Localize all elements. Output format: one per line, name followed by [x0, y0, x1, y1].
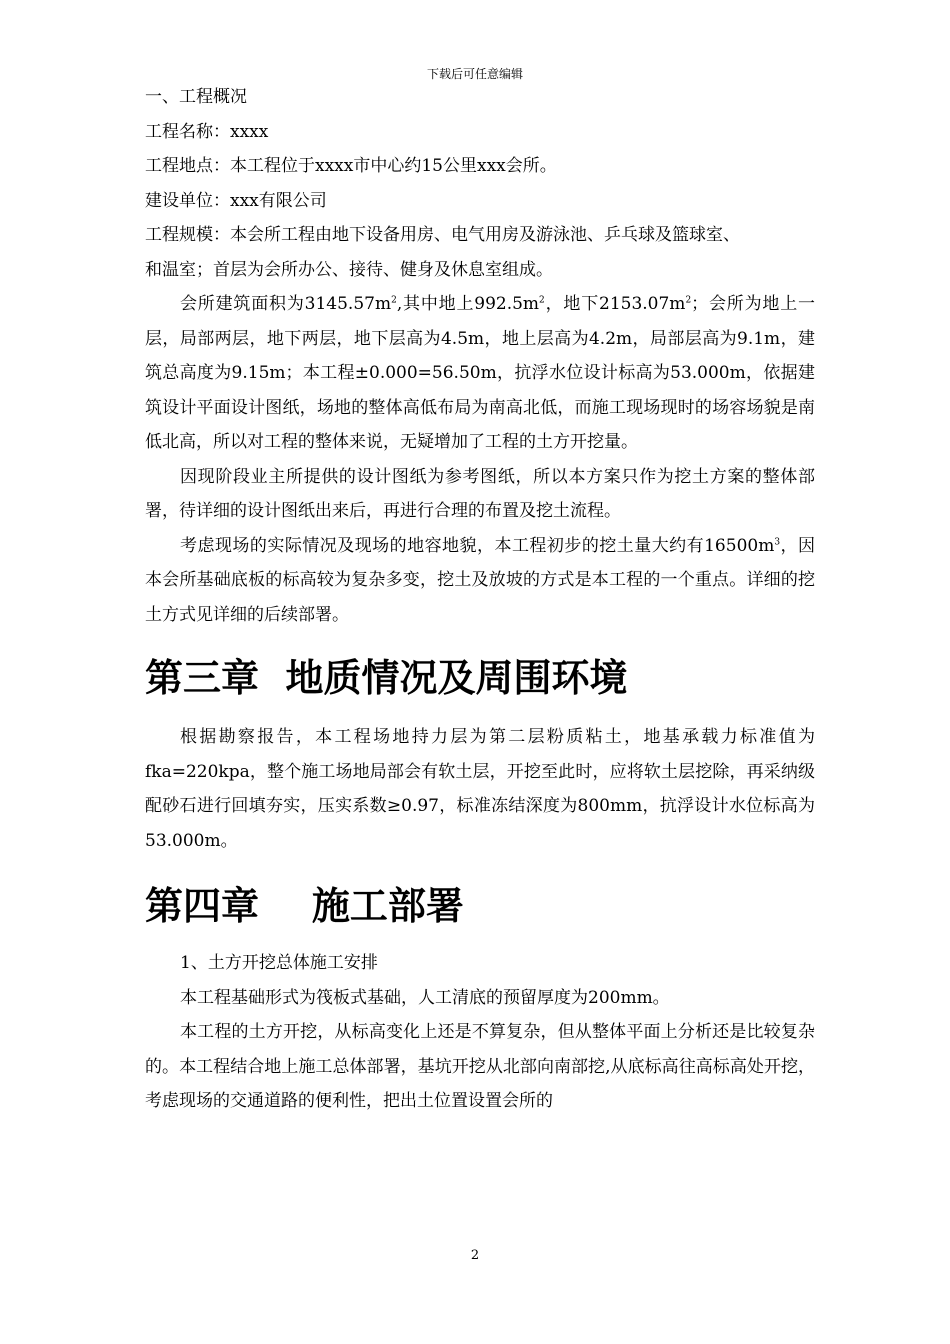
project-name-line: 工程名称：xxxx: [145, 121, 269, 142]
page-content: [145, 80, 815, 1119]
paragraph-excavation-plan: 本工程的土方开挖，从标高变化上还是不算复杂，但从整体平面上分析还是比较复杂的。本工程结合地上施工总体部署，基坑开挖从北部向南部挖,从底标高往高标高处开挖，考虑现场的交通道路的便利性，把出土位置设置会所的: [145, 1022, 815, 1111]
project-location-line: 工程地点：本工程位于xxxx市中心约15公里xxx会所。: [145, 156, 557, 176]
project-scale-line-1: 工程规模：本会所工程由地下设备用房、电气用房及游泳池、乒乓球及篮球室、: [145, 225, 740, 245]
area-sup-3: 2: [685, 295, 692, 306]
subheading-excavation-arrangement: 1、土方开挖总体施工安排: [180, 953, 378, 973]
paragraph-building-area: [145, 287, 815, 460]
area-text-2: ,其中地上992.5m: [396, 294, 540, 314]
volume-sup: 3: [774, 536, 781, 547]
paragraph-design-drawings: 因现阶段业主所提供的设计图纸为参考图纸，所以本方案只作为挖土方案的整体部署，待详细的设计图纸出来后，再进行合理的布置及挖土流程。: [145, 466, 815, 521]
section-heading-overview: 一、工程概况: [145, 87, 247, 107]
volume-text-1: 考虑现场的实际情况及现场的地容地貌，本工程初步的挖土量大约有16500m: [180, 535, 775, 556]
area-text-3: ，地下2153.07m: [544, 294, 686, 314]
page-header-note: 下载后可任意编辑: [426, 67, 523, 81]
project-scale-line-2: 和温室；首层为会所办公、接待、健身及休息室组成。: [145, 259, 553, 280]
area-sup-1: 2: [391, 295, 397, 306]
area-text-4: ；会所为地上一层，局部两层，地下两层，地下层高为4.5m，地上层高为4.2m，局部层高为9.1m，建筑总高度为9.15m；本工程±0.000=56.50m，抗浮水位设计标高为53.000m，依据建筑设计平面设计图纸，场地的整体高低布局为南高北低，而施工现场现时的场容场貌是南低北高，所以对工程的整体来说，无疑增加了工程的土方开挖量。: [145, 294, 816, 452]
paragraph-excavation-volume: [145, 529, 815, 633]
chapter-4-title: 第四章 施工部署: [145, 884, 464, 928]
builder-line: 建设单位：xxx有限公司: [145, 190, 327, 211]
paragraph-foundation-type: 本工程基础形式为筏板式基础，人工清底的预留厚度为200mm。: [180, 987, 670, 1008]
paragraph-geology: 根据勘察报告，本工程场地持力层为第二层粉质粘土，地基承载力标准值为fka=220kpa，整个施工场地局部会有软土层，开挖至此时，应将软土层挖除，再采纳级配砂石进行回填夯实，压实系数≥0.97，标准冻结深度为800mm，抗浮设计水位标高为53.000m。: [145, 727, 815, 851]
chapter-3-title: 第三章 地质情况及周围环境: [145, 656, 628, 700]
area-text-1: 会所建筑面积为3145.57m: [180, 294, 392, 314]
volume-text-2: ，因本会所基础底板的标高较为复杂多变，挖土及放坡的方式是本工程的一个重点。详细的挖土方式见详细的后续部署。: [145, 535, 816, 625]
page-number: 2: [470, 1248, 480, 1263]
area-sup-2: 2: [539, 295, 545, 306]
